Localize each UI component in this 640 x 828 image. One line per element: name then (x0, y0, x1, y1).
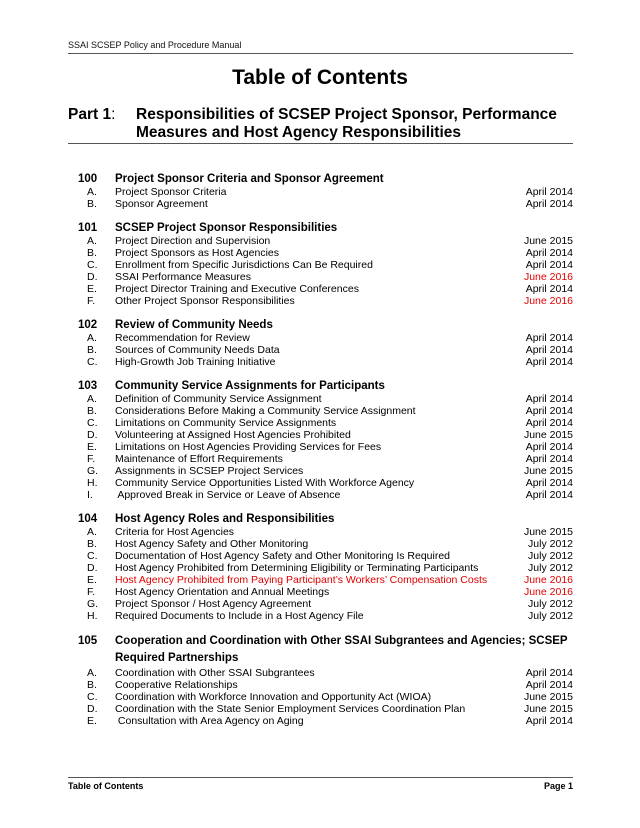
entry-letter: B. (87, 538, 97, 550)
toc-entry[interactable] (68, 259, 573, 271)
entry-date: June 2015 (523, 703, 573, 715)
entry-title: Maintenance of Effort Requirements (115, 453, 283, 465)
entry-letter: A. (87, 526, 97, 538)
entry-date: April 2014 (525, 393, 573, 405)
toc-entry[interactable] (68, 356, 573, 368)
toc-entry[interactable] (68, 610, 573, 622)
entry-letter: A. (87, 186, 97, 198)
entry-title: Project Sponsor / Host Agency Agreement (115, 598, 312, 610)
entry-title: Cooperative Relationships (115, 679, 238, 691)
toc-list (68, 172, 573, 738)
part-title: Responsibilities of SCSEP Project Sponsor, Performance Measures and Host Agency Responsibilities (136, 106, 557, 141)
entry-title: Host Agency Prohibited from Paying Participant’s Workers’ Compensation Costs (115, 574, 488, 586)
entry-date: July 2012 (528, 562, 573, 574)
entry-date: July 2012 (528, 610, 573, 622)
entry-letter: C. (87, 259, 98, 271)
toc-entry[interactable] (68, 235, 573, 247)
section-title: Cooperation and Coordination with Other SSAI Subgrantees and Agencies; SCSEP Required Partnerships (115, 635, 568, 664)
entry-date: April 2014 (525, 344, 573, 356)
toc-entry[interactable] (68, 489, 573, 501)
toc-entry[interactable] (68, 405, 573, 417)
section-heading[interactable] (68, 379, 573, 393)
entry-date: April 2014 (525, 667, 573, 679)
toc-entry[interactable] (68, 332, 573, 344)
entry-title: Definition of Community Service Assignment (115, 393, 322, 405)
toc-section-103 (68, 379, 573, 501)
entry-title: Project Director Training and Executive Conferences (115, 283, 359, 295)
toc-entry[interactable] (68, 586, 573, 598)
section-title: Host Agency Roles and Responsibilities (115, 513, 335, 525)
entry-letter: G. (87, 465, 99, 477)
toc-entry[interactable] (68, 198, 573, 210)
section-number: 104 (78, 513, 98, 525)
entry-title: Project Direction and Supervision (115, 235, 271, 247)
entry-date: June 2015 (523, 235, 573, 247)
entry-title: Volunteering at Assigned Host Agencies Prohibited (115, 429, 351, 441)
entry-letter: D. (87, 429, 98, 441)
toc-entry[interactable] (68, 691, 573, 703)
toc-entry[interactable] (68, 598, 573, 610)
toc-entry[interactable] (68, 417, 573, 429)
section-number: 105 (78, 635, 98, 647)
entry-title: Host Agency Prohibited from Determining Eligibility or Terminating Participants (115, 562, 479, 574)
entry-date: June 2016 (523, 574, 573, 586)
entry-letter: H. (87, 610, 98, 622)
toc-entry[interactable] (68, 562, 573, 574)
entry-title: Sources of Community Needs Data (115, 344, 280, 356)
entry-date: April 2014 (525, 715, 573, 727)
entry-title: Sponsor Agreement (115, 198, 208, 210)
toc-section-102 (68, 318, 573, 368)
running-header: SSAI SCSEP Policy and Procedure Manual (68, 40, 242, 50)
entry-title: Assignments in SCSEP Project Services (115, 465, 304, 477)
entry-letter: B. (87, 679, 97, 691)
entry-letter: F. (87, 586, 96, 598)
entry-letter: B. (87, 405, 97, 417)
entry-date: April 2014 (525, 441, 573, 453)
entry-date: April 2014 (525, 356, 573, 368)
entry-title: Host Agency Safety and Other Monitoring (115, 538, 309, 550)
entry-letter: B. (87, 344, 97, 356)
footer-title: Table of Contents (68, 781, 144, 791)
entry-date: April 2014 (525, 186, 573, 198)
entry-title: Considerations Before Making a Community Service Assignment (115, 405, 416, 417)
entry-title: Limitations on Host Agencies Providing Services for Fees (115, 441, 382, 453)
section-title: SCSEP Project Sponsor Responsibilities (115, 222, 338, 234)
section-number: 101 (78, 222, 98, 234)
toc-entry[interactable] (68, 295, 573, 307)
toc-entry[interactable] (68, 574, 573, 586)
entry-letter: A. (87, 393, 97, 405)
entry-letter: E. (87, 574, 97, 586)
toc-entry[interactable] (68, 526, 573, 538)
entry-date: July 2012 (528, 538, 573, 550)
toc-entry[interactable] (68, 550, 573, 562)
toc-entry[interactable] (68, 344, 573, 356)
entry-date: June 2016 (523, 586, 573, 598)
entry-title: Coordination with Other SSAI Subgrantees (115, 667, 315, 679)
entry-title: Other Project Sponsor Responsibilities (115, 295, 295, 307)
entry-title: Coordination with the State Senior Employment Services Coordination Plan (115, 703, 466, 715)
entry-letter: F. (87, 453, 96, 465)
entry-letter: A. (87, 235, 97, 247)
entry-letter: C. (87, 550, 98, 562)
entry-letter: D. (87, 271, 98, 283)
toc-entry[interactable] (68, 429, 573, 441)
page-number: Page 1 (543, 781, 573, 791)
section-number: 102 (78, 319, 98, 331)
toc-entry[interactable] (68, 538, 573, 550)
part-divider (68, 143, 573, 144)
entry-date: July 2012 (528, 598, 573, 610)
page-title: Table of Contents (232, 66, 408, 89)
entry-date: April 2014 (525, 283, 573, 295)
entry-title: Project Sponsors as Host Agencies (115, 247, 280, 259)
entry-letter: E. (87, 283, 97, 295)
toc-section-104 (68, 512, 573, 622)
toc-entry[interactable] (68, 393, 573, 405)
footer-divider (68, 777, 573, 778)
toc-entry[interactable] (68, 271, 573, 283)
part-label-wrap (68, 106, 136, 142)
entry-date: June 2015 (523, 691, 573, 703)
toc-entry[interactable] (68, 283, 573, 295)
section-number: 103 (78, 380, 98, 392)
entry-letter: C. (87, 356, 98, 368)
toc-entry[interactable] (68, 441, 573, 453)
entry-letter: H. (87, 477, 98, 489)
entry-letter: E. (87, 715, 97, 727)
toc-entry[interactable] (68, 247, 573, 259)
toc-entry[interactable] (68, 477, 573, 489)
entry-title: Host Agency Orientation and Annual Meetings (115, 586, 330, 598)
entry-date: June 2015 (523, 526, 573, 538)
entry-date: April 2014 (525, 247, 573, 259)
part-heading (68, 106, 573, 142)
toc-entry[interactable] (68, 715, 573, 727)
entry-letter: D. (87, 703, 98, 715)
entry-letter: A. (87, 332, 97, 344)
entry-date: April 2014 (525, 477, 573, 489)
entry-letter: G. (87, 598, 99, 610)
entry-title: SSAI Performance Measures (115, 271, 251, 283)
section-heading[interactable] (68, 633, 573, 667)
entry-date: April 2014 (525, 332, 573, 344)
entry-date: June 2016 (523, 295, 573, 307)
toc-section-100 (68, 172, 573, 210)
header-divider (68, 53, 573, 54)
entry-date: June 2015 (523, 429, 573, 441)
entry-letter: C. (87, 417, 98, 429)
entry-letter: I. (87, 489, 93, 501)
entry-title: High-Growth Job Training Initiative (115, 356, 276, 368)
entry-title: Community Service Opportunities Listed With Workforce Agency (115, 477, 415, 489)
entry-date: April 2014 (525, 198, 573, 210)
section-heading[interactable] (68, 318, 573, 332)
toc-entry[interactable] (68, 667, 573, 679)
entry-title: Recommendation for Review (115, 332, 250, 344)
entry-title: Consultation with Area Agency on Aging (115, 715, 304, 727)
section-title: Community Service Assignments for Participants (115, 380, 385, 392)
entry-title: Limitations on Community Service Assignments (115, 417, 337, 429)
entry-title: Enrollment from Specific Jurisdictions Can Be Required (115, 259, 373, 271)
part-label: Part 1 (68, 106, 112, 123)
entry-letter: E. (87, 441, 97, 453)
toc-entry[interactable] (68, 465, 573, 477)
entry-title: Project Sponsor Criteria (115, 186, 227, 198)
toc-section-105 (68, 633, 573, 727)
toc-entry[interactable] (68, 679, 573, 691)
section-number: 100 (78, 173, 98, 185)
entry-letter: D. (87, 562, 98, 574)
entry-letter: F. (87, 295, 96, 307)
entry-date: April 2014 (525, 259, 573, 271)
entry-title: Required Documents to Include in a Host Agency File (115, 610, 364, 622)
entry-title: Criteria for Host Agencies (115, 526, 235, 538)
toc-section-101 (68, 221, 573, 307)
toc-entry[interactable] (68, 453, 573, 465)
section-title: Review of Community Needs (115, 319, 273, 331)
entry-date: July 2012 (528, 550, 573, 562)
entry-date: April 2014 (525, 417, 573, 429)
entry-date: April 2014 (525, 679, 573, 691)
section-heading[interactable] (68, 172, 573, 186)
section-title: Project Sponsor Criteria and Sponsor Agreement (115, 173, 384, 185)
section-heading[interactable] (68, 512, 573, 526)
entry-title: Coordination with Workforce Innovation and Opportunity Act (WIOA) (115, 691, 432, 703)
toc-entry[interactable] (68, 186, 573, 198)
entry-date: June 2015 (523, 465, 573, 477)
entry-letter: C. (87, 691, 98, 703)
entry-letter: B. (87, 198, 97, 210)
entry-date: April 2014 (525, 453, 573, 465)
entry-letter: B. (87, 247, 97, 259)
toc-entry[interactable] (68, 703, 573, 715)
section-heading[interactable] (68, 221, 573, 235)
entry-letter: A. (87, 667, 97, 679)
entry-title: Documentation of Host Agency Safety and Other Monitoring Is Required (115, 550, 451, 562)
entry-title: Approved Break in Service or Leave of Absence (115, 489, 341, 501)
part-colon: : (111, 106, 116, 123)
entry-date: June 2016 (523, 271, 573, 283)
entry-date: April 2014 (525, 489, 573, 501)
entry-date: April 2014 (525, 405, 573, 417)
